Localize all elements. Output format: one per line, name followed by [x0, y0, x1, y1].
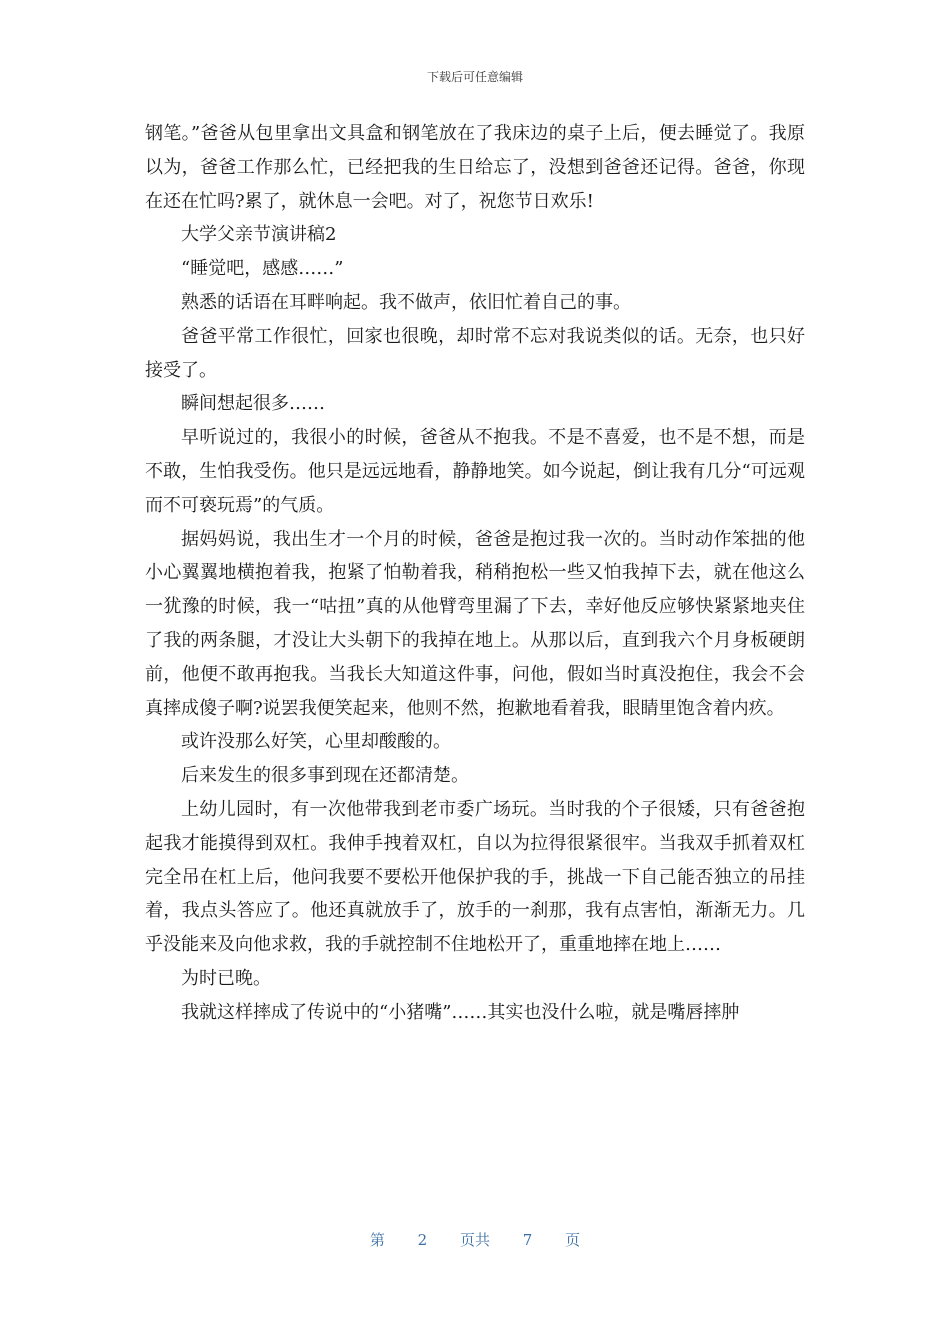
document-body [145, 117, 805, 1030]
paragraph: 钢笔。”爸爸从包里拿出文具盒和钢笔放在了我床边的桌子上后，便去睡觉了。我原以为，爸爸工作那么忙，已经把我的生日给忘了，没想到爸爸还记得。爸爸，你现在还在忙吗?累了，就休息一会吧。对了，祝您节日欢乐! [145, 123, 805, 212]
footer-page-label: 第 [369, 1231, 385, 1249]
page-footer [0, 1229, 950, 1250]
paragraph: 上幼儿园时，有一次他带我到老市委广场玩。当时我的个子很矮，只有爸爸抱起我才能摸得到双杠。我伸手拽着双杠，自以为拉得很紧很牢。当我双手抓着双杠完全吊在杠上后，他问我要不要松开他保护我的手，挑战一下自己能否独立的吊挂着，我点头答应了。他还真就放手了，放手的一刹那，我有点害怕，渐渐无力。几乎没能来及向他求救，我的手就控制不住地松开了，重重地摔在地上…… [145, 798, 805, 956]
page-header: 下载后可任意编辑 [426, 70, 523, 84]
paragraph: 熟悉的话语在耳畔响起。我不做声，依旧忙着自己的事。 [181, 291, 631, 313]
section-heading: 大学父亲节演讲稿2 [181, 224, 337, 246]
paragraph: “睡觉吧，感感……” [181, 258, 344, 280]
paragraph: 早听说过的，我很小的时候，爸爸从不抱我。不是不喜爱，也不是不想，而是不敢，生怕我受伤。他只是远远地看，静静地笑。如今说起，倒让我有几分“可远观而不可亵玩焉”的气质。 [145, 427, 805, 516]
footer-end-label: 页 [565, 1231, 581, 1249]
paragraph: 据妈妈说，我出生才一个月的时候，爸爸是抱过我一次的。当时动作笨拙的他小心翼翼地横抱着我，抱紧了怕勒着我，稍稍抱松一些又怕我掉下去，就在他这么一犹豫的时候，我一“咕扭”真的从他臂弯里漏了下去，幸好他反应够快紧紧地夹住了我的两条腿，才没让大头朝下的我掉在地上。从那以后，直到我六个月身板硬朗前，他便不敢再抱我。当我长大知道这件事，问他，假如当时真没抱住，我会不会真摔成傻子啊?说罢我便笑起来，他则不然，抱歉地看着我，眼睛里饱含着内疚。 [145, 528, 805, 719]
paragraph: 或许没那么好笑，心里却酸酸的。 [181, 731, 451, 753]
footer-of-label: 页共 [459, 1231, 490, 1249]
paragraph: 我就这样摔成了传说中的“小猪嘴”……其实也没什么啦，就是嘴唇摔肿 [181, 1001, 740, 1023]
paragraph: 瞬间想起很多…… [181, 393, 325, 415]
footer-current-page: 2 [417, 1231, 428, 1249]
paragraph: 后来发生的很多事到现在还都清楚。 [181, 765, 469, 787]
footer-total-pages: 7 [522, 1231, 533, 1249]
paragraph: 为时已晚。 [181, 967, 271, 989]
paragraph: 爸爸平常工作很忙，回家也很晚，却时常不忘对我说类似的话。无奈，也只好接受了。 [145, 325, 805, 381]
